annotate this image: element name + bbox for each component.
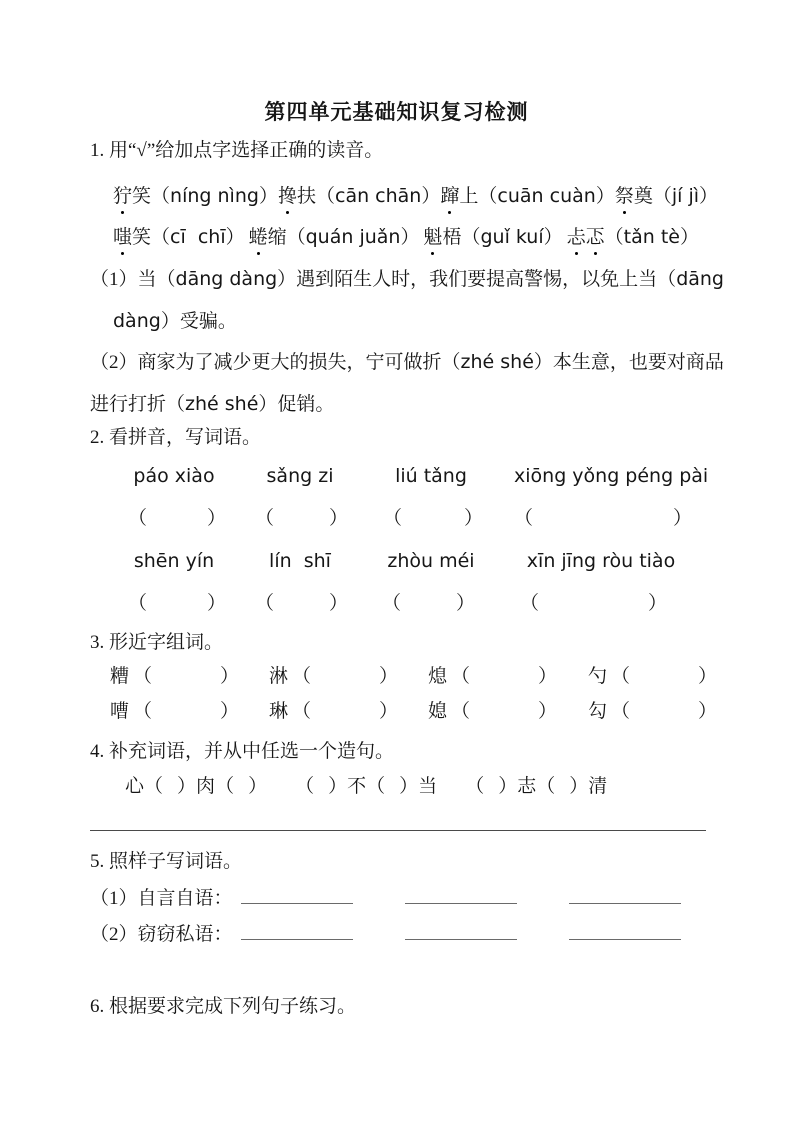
idiom-char: 清 (588, 776, 608, 797)
paren-open: （ (133, 666, 153, 687)
word-rest: 梧 (442, 227, 462, 248)
paren-open: （ (295, 776, 315, 797)
q5-item1 (90, 883, 708, 914)
paren-close: ） (329, 593, 349, 614)
char-item (110, 698, 239, 725)
pinyin-options: guǐ kuí (480, 226, 544, 248)
paren-open: （ (128, 593, 148, 614)
base-char: 糟 (110, 666, 130, 687)
text-segment: 进行打折（ (90, 394, 186, 415)
q1-label: 1. 用“√”给加点字选择正确的读音。 (90, 140, 384, 161)
paren-open: （ (611, 701, 631, 722)
word-item (423, 224, 562, 251)
pinyin-segment: zhé shé (185, 393, 259, 415)
dotted-char: 蜷 (249, 224, 268, 251)
paren-open: （ (315, 186, 335, 207)
paren-close: ） (456, 593, 476, 614)
q3-label: 3. 形近字组词。 (90, 632, 224, 653)
q6-label: 6. 根据要求完成下列句子练习。 (90, 996, 357, 1017)
paren-close: ） (379, 666, 399, 687)
word-rest: 扶 (296, 186, 316, 207)
pinyin-options: cī chī (170, 226, 226, 248)
answer-blank (241, 919, 353, 940)
word-rest: 奠 (633, 186, 653, 207)
word-item (615, 183, 718, 210)
paren-close: ） (464, 508, 484, 529)
pinyin-segment: dāng dàng (175, 268, 278, 290)
char-item (269, 663, 398, 690)
answer-blank (405, 919, 517, 940)
base-char: 熄 (428, 666, 448, 687)
base-char: 琳 (269, 701, 289, 722)
char-item (110, 663, 239, 690)
dotted-char: 狞 (113, 183, 132, 210)
pinyin-segment: dāng (676, 268, 724, 290)
q2-label: 2. 看拼音，写词语。 (90, 427, 262, 448)
char-item (269, 698, 398, 725)
pinyin-prompt: zhòu méi (387, 550, 475, 572)
dotted-char: 忑 (586, 224, 605, 251)
q5-item2 (90, 919, 708, 950)
char-item (588, 663, 717, 690)
paren-open: （ (144, 776, 164, 797)
word-item (249, 224, 420, 251)
page-title: 第四单元基础知识复习检测 (264, 100, 529, 124)
pinyin-prompt: shēn yín (133, 550, 215, 572)
text-segment: （2）商家为了减少更大的损失，宁可做折（ (90, 352, 461, 373)
pinyin-options: tǎn tè (623, 226, 680, 248)
paren-open: （ (151, 186, 171, 207)
base-char: 嘈 (110, 701, 130, 722)
paren-open: （ (292, 701, 312, 722)
paren-close: ） (207, 508, 227, 529)
paren-close: ） (399, 776, 419, 797)
q1-sub2-line2 (90, 391, 708, 418)
paren-open: （ (382, 593, 402, 614)
pinyin-prompt: xiōng yǒng péng pài (514, 465, 709, 487)
pinyin-prompt: liú tǎng (395, 465, 467, 487)
idiom-char: 心 (125, 776, 145, 797)
paren-open: （ (215, 776, 235, 797)
base-char: 淋 (269, 666, 289, 687)
paren-close: ） (220, 701, 240, 722)
text-segment: ）本生意，也要对商品 (533, 352, 724, 373)
paren-close: ） (220, 666, 240, 687)
q1-sub1-line1 (90, 266, 724, 293)
pinyin-options: níng nìng (170, 185, 259, 207)
paren-close: ） (698, 666, 718, 687)
pinyin-options: cān chān (335, 185, 422, 207)
paren-open: （ (465, 776, 485, 797)
paren-close: ） (329, 508, 349, 529)
text-segment: ）遇到陌生人时，我们要提高警惕，以免上当（ (277, 269, 677, 290)
answer-blank (241, 883, 353, 904)
text-segment: （1）当（ (90, 269, 176, 290)
word-rest: 缩 (267, 227, 287, 248)
word-item (113, 224, 245, 251)
paren-open: （ (520, 593, 540, 614)
pinyin-prompt: lín shī (269, 550, 331, 572)
pinyin-options: quán juǎn (305, 226, 401, 248)
answer-blank (569, 883, 681, 904)
paren-open: （ (383, 508, 403, 529)
q1-sub2-line1 (90, 349, 724, 376)
paren-open: （ (286, 227, 306, 248)
char-item (428, 698, 557, 725)
word-item (278, 183, 440, 210)
pinyin-prompt: xīn jīng ròu tiào (526, 550, 676, 572)
paren-close: ） (421, 186, 441, 207)
paren-close: ） (225, 227, 245, 248)
dotted-char: 祭 (615, 183, 634, 210)
paren-open: （ (451, 701, 471, 722)
q1-words-row1 (113, 183, 719, 210)
pinyin-segment: dàng (113, 310, 161, 332)
text-segment: ）促销。 (258, 394, 335, 415)
pinyin-segment: zhé shé (460, 351, 534, 373)
paren-open: （ (652, 186, 672, 207)
base-char: 勺 (588, 666, 608, 687)
paren-open: （ (611, 666, 631, 687)
answer-blank (569, 919, 681, 940)
example-prefix: （2）窃窃私语： (90, 924, 233, 945)
base-char: 媳 (428, 701, 448, 722)
paren-close: ） (248, 776, 268, 797)
idiom-char: 不 (347, 776, 367, 797)
example-prefix: （1）自言自语： (90, 888, 233, 909)
sentence-writing-line (90, 808, 706, 831)
paren-close: ） (328, 776, 348, 797)
paren-close: ） (569, 776, 589, 797)
answer-blank (405, 883, 517, 904)
paren-close: ） (698, 701, 718, 722)
q1-words-row2 (113, 224, 699, 251)
paren-close: ） (673, 508, 693, 529)
pinyin-prompt: páo xiào (133, 465, 215, 487)
paren-close: ） (538, 701, 558, 722)
idiom-char: 志 (517, 776, 537, 797)
pinyin-options: jí jì (671, 185, 700, 207)
paren-open: （ (366, 776, 386, 797)
paren-close: ） (258, 186, 278, 207)
text-segment: ）受骗。 (160, 311, 237, 332)
paren-close: ） (177, 776, 197, 797)
idiom-char: 肉 (196, 776, 216, 797)
paren-open: （ (255, 593, 275, 614)
paren-close: ） (679, 227, 699, 248)
idiom-char: 当 (418, 776, 438, 797)
paren-close: ） (595, 186, 615, 207)
word-rest: 上 (459, 186, 479, 207)
char-item (588, 698, 717, 725)
paren-open: （ (604, 227, 624, 248)
paren-open: （ (514, 508, 534, 529)
paren-open: （ (478, 186, 498, 207)
q1-sub1-line2 (90, 308, 731, 335)
word-rest: 笑 (132, 227, 152, 248)
dotted-char: 嗤 (113, 224, 132, 251)
paren-open: （ (536, 776, 556, 797)
paren-close: ） (400, 227, 420, 248)
base-char: 勾 (588, 701, 608, 722)
pinyin-options: cuān cuàn (497, 185, 596, 207)
dotted-char: 蹿 (440, 183, 459, 210)
dotted-char: 魁 (423, 224, 442, 251)
paren-open: （ (128, 508, 148, 529)
q5-label: 5. 照样子写词语。 (90, 851, 243, 872)
pinyin-prompt: sǎng zi (266, 465, 334, 487)
dotted-char: 搀 (278, 183, 297, 210)
q4-idiom-row (125, 773, 743, 800)
word-item (567, 224, 699, 251)
q4-label: 4. 补充词语，并从中任选一个造句。 (90, 741, 395, 762)
paren-open: （ (151, 227, 171, 248)
word-rest: 笑 (132, 186, 152, 207)
dotted-char: 忐 (567, 224, 586, 251)
paren-close: ） (207, 593, 227, 614)
paren-open: （ (133, 701, 153, 722)
paren-close: ） (538, 666, 558, 687)
paren-close: ） (379, 701, 399, 722)
paren-close: ） (699, 186, 719, 207)
paren-open: （ (451, 666, 471, 687)
paren-close: ） (648, 593, 668, 614)
char-item (428, 663, 557, 690)
paren-close: ） (498, 776, 518, 797)
paren-close: ） (543, 227, 563, 248)
paren-open: （ (292, 666, 312, 687)
paren-open: （ (255, 508, 275, 529)
word-item (440, 183, 614, 210)
word-item (113, 183, 278, 210)
paren-open: （ (461, 227, 481, 248)
